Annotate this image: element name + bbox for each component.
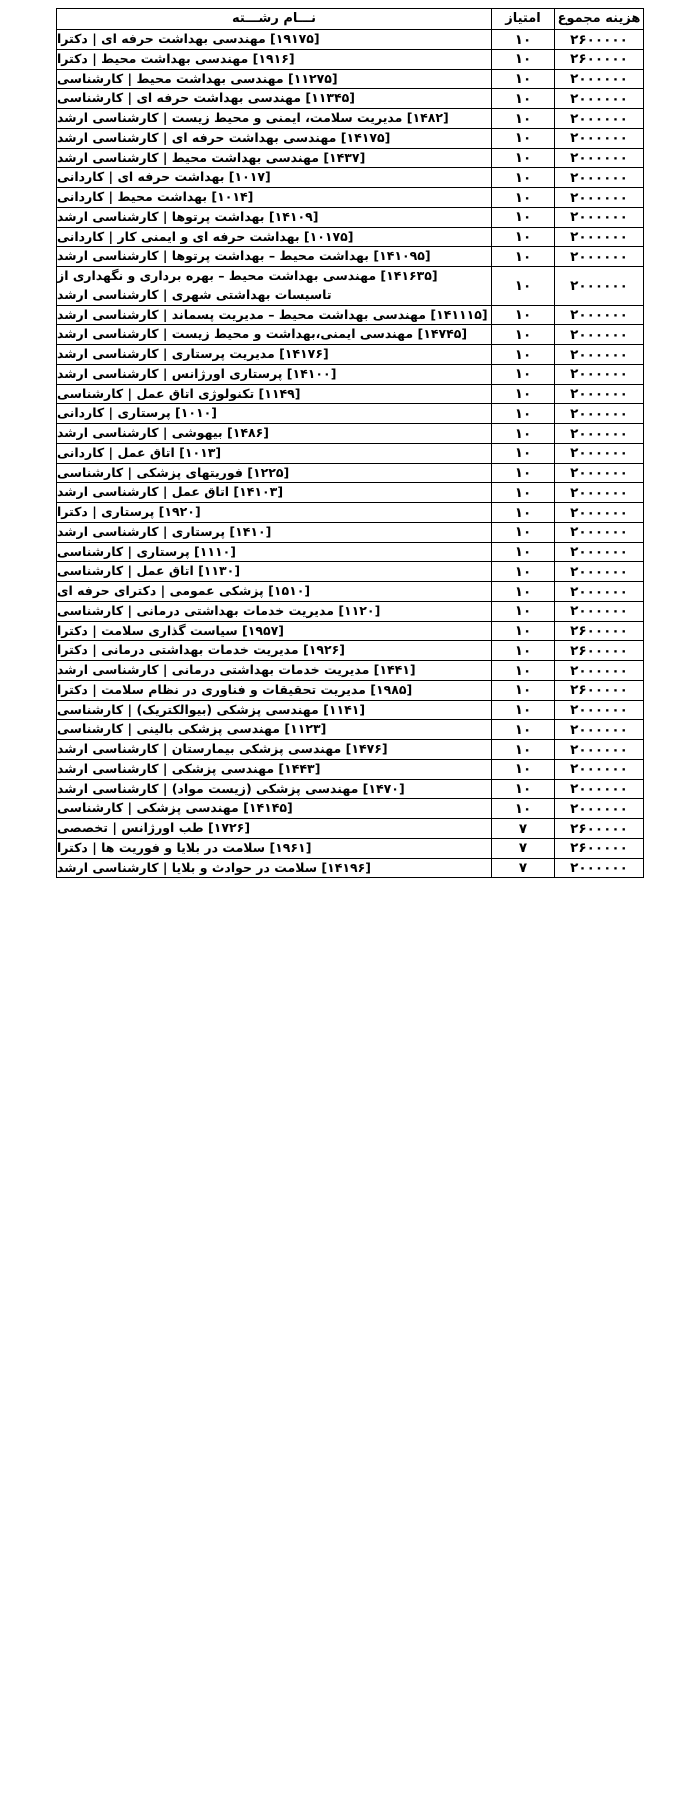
cell-cost: ۲۰۰۰۰۰۰ xyxy=(555,168,644,188)
table-row xyxy=(57,858,644,878)
table-header xyxy=(57,9,644,30)
cell-score: ۱۰ xyxy=(492,759,555,779)
cell-discipline-name: [۱۴۷۰] مهندسی پزشکی (زیست مواد) | کارشناسی ارشد xyxy=(57,779,492,799)
table-row xyxy=(57,562,644,582)
cell-discipline-name: [۱۴۳۷] مهندسی بهداشت محیط | کارشناسی ارشد xyxy=(57,148,492,168)
cell-cost: ۲۰۰۰۰۰۰ xyxy=(555,128,644,148)
table-body xyxy=(57,30,644,878)
cell-cost: ۲۰۰۰۰۰۰ xyxy=(555,148,644,168)
table-row xyxy=(57,148,644,168)
cell-cost: ۲۰۰۰۰۰۰ xyxy=(555,247,644,267)
cell-discipline-name: [۱۹۵۷] سیاست گذاری سلامت | دکترا xyxy=(57,621,492,641)
table-row xyxy=(57,207,644,227)
cell-discipline-name: [۱۴۱۰۹] بهداشت پرتوها | کارشناسی ارشد xyxy=(57,207,492,227)
cell-score: ۱۰ xyxy=(492,128,555,148)
table-row xyxy=(57,325,644,345)
cell-cost: ۲۰۰۰۰۰۰ xyxy=(555,779,644,799)
cell-discipline-name: [۱۰۱۴] بهداشت محیط | کاردانی xyxy=(57,188,492,208)
cell-score: ۱۰ xyxy=(492,227,555,247)
cell-cost: ۲۰۰۰۰۰۰ xyxy=(555,483,644,503)
table-row xyxy=(57,799,644,819)
cell-score: ۱۰ xyxy=(492,384,555,404)
table-row xyxy=(57,168,644,188)
cell-discipline-name: [۱۱۴۹] تکنولوژی اتاق عمل | کارشناسی xyxy=(57,384,492,404)
table-row xyxy=(57,345,644,365)
cell-cost: ۲۰۰۰۰۰۰ xyxy=(555,463,644,483)
cell-score: ۷ xyxy=(492,858,555,878)
table-row xyxy=(57,89,644,109)
cell-cost: ۲۰۰۰۰۰۰ xyxy=(555,601,644,621)
cell-score: ۱۰ xyxy=(492,424,555,444)
cell-discipline-name: [۱۱۳۴۵] مهندسی بهداشت حرفه ای | کارشناسی xyxy=(57,89,492,109)
cell-discipline-name: [۱۴۱۱۱۵] مهندسی بهداشت محیط – مدیریت پسماند | کارشناسی ارشد xyxy=(57,305,492,325)
cell-discipline-name: [۱۹۱۷۵] مهندسی بهداشت حرفه ای | دکترا xyxy=(57,30,492,50)
cell-score: ۱۰ xyxy=(492,779,555,799)
cell-discipline-name: [۱۵۱۰] پزشکی عمومی | دکترای حرفه ای xyxy=(57,582,492,602)
cell-cost: ۲۰۰۰۰۰۰ xyxy=(555,661,644,681)
cell-score: ۱۰ xyxy=(492,680,555,700)
table-row xyxy=(57,384,644,404)
cell-score: ۱۰ xyxy=(492,404,555,424)
cell-score: ۱۰ xyxy=(492,503,555,523)
cell-discipline-name: [۱۷۲۶] طب اورژانس | تخصصی xyxy=(57,819,492,839)
cell-score: ۱۰ xyxy=(492,325,555,345)
cell-discipline-name: [۱۴۴۳] مهندسی پزشکی | کارشناسی ارشد xyxy=(57,759,492,779)
cell-cost: ۲۶۰۰۰۰۰ xyxy=(555,838,644,858)
document-sheet xyxy=(0,0,700,888)
table-row xyxy=(57,522,644,542)
cell-cost: ۲۰۰۰۰۰۰ xyxy=(555,345,644,365)
cell-cost: ۲۰۰۰۰۰۰ xyxy=(555,858,644,878)
table-row xyxy=(57,109,644,129)
table-row xyxy=(57,582,644,602)
cell-discipline-name: [۱۴۸۶] بیهوشی | کارشناسی ارشد xyxy=(57,424,492,444)
cell-cost: ۲۰۰۰۰۰۰ xyxy=(555,364,644,384)
cell-discipline-name: [۱۹۲۶] مدیریت خدمات بهداشتی درمانی | دکترا xyxy=(57,641,492,661)
cell-discipline-name: [۱۱۲۰] مدیریت خدمات بهداشتی درمانی | کارشناسی xyxy=(57,601,492,621)
cell-score: ۱۰ xyxy=(492,562,555,582)
table-row xyxy=(57,542,644,562)
table-row xyxy=(57,424,644,444)
cell-score: ۱۰ xyxy=(492,542,555,562)
cell-discipline-name: [۱۱۳۰] اتاق عمل | کارشناسی xyxy=(57,562,492,582)
cell-score: ۱۰ xyxy=(492,582,555,602)
cell-discipline-name: [۱۴۴۱] مدیریت خدمات بهداشتی درمانی | کارشناسی ارشد xyxy=(57,661,492,681)
cell-score: ۱۰ xyxy=(492,207,555,227)
cell-cost: ۲۰۰۰۰۰۰ xyxy=(555,404,644,424)
cell-discipline-name: [۱۹۸۵] مدیریت تحقیقات و فناوری در نظام سلامت | دکترا xyxy=(57,680,492,700)
cell-score: ۱۰ xyxy=(492,148,555,168)
cell-cost: ۲۰۰۰۰۰۰ xyxy=(555,503,644,523)
cell-cost: ۲۰۰۰۰۰۰ xyxy=(555,799,644,819)
cell-score: ۱۰ xyxy=(492,601,555,621)
cell-score: ۱۰ xyxy=(492,799,555,819)
cell-cost: ۲۰۰۰۰۰۰ xyxy=(555,384,644,404)
cell-cost: ۲۰۰۰۰۰۰ xyxy=(555,759,644,779)
table-row xyxy=(57,838,644,858)
cell-discipline-name: [۱۹۶۱] سلامت در بلایا و فوریت ها | دکترا xyxy=(57,838,492,858)
table-row xyxy=(57,680,644,700)
cell-cost: ۲۰۰۰۰۰۰ xyxy=(555,69,644,89)
cell-score: ۱۰ xyxy=(492,267,555,306)
cell-discipline-name: [۱۴۱۰۹۵] بهداشت محیط – بهداشت پرتوها | کارشناسی ارشد xyxy=(57,247,492,267)
table-row xyxy=(57,720,644,740)
cell-discipline-name: [۱۴۷۶] مهندسی پزشکی بیمارستان | کارشناسی ارشد xyxy=(57,740,492,760)
table-row xyxy=(57,463,644,483)
cell-score: ۱۰ xyxy=(492,661,555,681)
header-score: امتیاز xyxy=(492,9,555,30)
cell-cost: ۲۰۰۰۰۰۰ xyxy=(555,325,644,345)
cell-score: ۱۰ xyxy=(492,109,555,129)
cell-score: ۱۰ xyxy=(492,364,555,384)
cell-discipline-name: [۱۴۱۰۳] اتاق عمل | کارشناسی ارشد xyxy=(57,483,492,503)
table-row xyxy=(57,759,644,779)
table-row xyxy=(57,661,644,681)
cell-discipline-name: [۱۰۱۷] بهداشت حرفه ای | کاردانی xyxy=(57,168,492,188)
cell-cost: ۲۰۰۰۰۰۰ xyxy=(555,700,644,720)
cell-cost: ۲۶۰۰۰۰۰ xyxy=(555,819,644,839)
cell-cost: ۲۶۰۰۰۰۰ xyxy=(555,49,644,69)
header-cost: هزینه مجموع xyxy=(555,9,644,30)
table-row xyxy=(57,69,644,89)
header-name: نـــام رشـــته xyxy=(57,9,492,30)
table-row xyxy=(57,247,644,267)
cell-discipline-name: [۱۰۱۰] پرستاری | کاردانی xyxy=(57,404,492,424)
cell-cost: ۲۰۰۰۰۰۰ xyxy=(555,740,644,760)
cell-discipline-name: [۱۰۱۷۵] بهداشت حرفه ای و ایمنی کار | کاردانی xyxy=(57,227,492,247)
cell-cost: ۲۰۰۰۰۰۰ xyxy=(555,562,644,582)
cell-score: ۷ xyxy=(492,819,555,839)
cell-cost: ۲۰۰۰۰۰۰ xyxy=(555,424,644,444)
cell-score: ۷ xyxy=(492,838,555,858)
cell-discipline-name: [۱۱۲۳] مهندسی پزشکی بالینی | کارشناسی xyxy=(57,720,492,740)
cell-score: ۱۰ xyxy=(492,483,555,503)
cell-discipline-name: [۱۱۱۰] پرستاری | کارشناسی xyxy=(57,542,492,562)
cell-score: ۱۰ xyxy=(492,720,555,740)
cell-score: ۱۰ xyxy=(492,740,555,760)
cell-score: ۱۰ xyxy=(492,69,555,89)
cell-score: ۱۰ xyxy=(492,641,555,661)
cell-discipline-name: [۱۴۱۷۵] مهندسی بهداشت حرفه ای | کارشناسی ارشد xyxy=(57,128,492,148)
table-row xyxy=(57,305,644,325)
cell-cost: ۲۰۰۰۰۰۰ xyxy=(555,720,644,740)
cell-cost: ۲۰۰۰۰۰۰ xyxy=(555,227,644,247)
cell-score: ۱۰ xyxy=(492,443,555,463)
cell-score: ۱۰ xyxy=(492,522,555,542)
table-header-row xyxy=(57,9,644,30)
cell-cost: ۲۶۰۰۰۰۰ xyxy=(555,680,644,700)
cell-discipline-name: [۱۴۱۷۶] مدیریت پرستاری | کارشناسی ارشد xyxy=(57,345,492,365)
table-row xyxy=(57,700,644,720)
table-row xyxy=(57,819,644,839)
cell-discipline-name: [۱۹۱۶] مهندسی بهداشت محیط | دکترا xyxy=(57,49,492,69)
cell-score: ۱۰ xyxy=(492,247,555,267)
table-row xyxy=(57,503,644,523)
cell-discipline-name: [۱۴۱۶۳۵] مهندسی بهداشت محیط – بهره برداری و نگهداری از تاسیسات بهداشتی شهری | کارشناسی ارشد xyxy=(57,267,492,306)
table-row xyxy=(57,443,644,463)
table-row xyxy=(57,188,644,208)
table-row xyxy=(57,641,644,661)
cell-discipline-name: [۱۴۱۹۶] سلامت در حوادث و بلایا | کارشناسی ارشد xyxy=(57,858,492,878)
cell-score: ۱۰ xyxy=(492,345,555,365)
cell-score: ۱۰ xyxy=(492,89,555,109)
cell-discipline-name: [۱۲۲۵] فوریتهای پزشکی | کارشناسی xyxy=(57,463,492,483)
cell-score: ۱۰ xyxy=(492,30,555,50)
cell-cost: ۲۰۰۰۰۰۰ xyxy=(555,542,644,562)
table-row xyxy=(57,364,644,384)
cell-cost: ۲۰۰۰۰۰۰ xyxy=(555,443,644,463)
table-row xyxy=(57,267,644,306)
table-row xyxy=(57,49,644,69)
cell-cost: ۲۶۰۰۰۰۰ xyxy=(555,641,644,661)
cell-cost: ۲۰۰۰۰۰۰ xyxy=(555,305,644,325)
cell-discipline-name: [۱۹۲۰] پرستاری | دکترا xyxy=(57,503,492,523)
cell-discipline-name: [۱۴۸۲] مدیریت سلامت، ایمنی و محیط زیست | کارشناسی ارشد xyxy=(57,109,492,129)
disciplines-table xyxy=(56,8,644,878)
table-row xyxy=(57,483,644,503)
cell-cost: ۲۰۰۰۰۰۰ xyxy=(555,207,644,227)
table-row xyxy=(57,404,644,424)
cell-discipline-name: [۱۴۱۰] پرستاری | کارشناسی ارشد xyxy=(57,522,492,542)
cell-discipline-name: [۱۰۱۳] اتاق عمل | کاردانی xyxy=(57,443,492,463)
cell-score: ۱۰ xyxy=(492,168,555,188)
table-row xyxy=(57,227,644,247)
cell-cost: ۲۰۰۰۰۰۰ xyxy=(555,267,644,306)
cell-discipline-name: [۱۴۱۰۰] پرستاری اورژانس | کارشناسی ارشد xyxy=(57,364,492,384)
cell-discipline-name: [۱۱۲۷۵] مهندسی بهداشت محیط | کارشناسی xyxy=(57,69,492,89)
cell-cost: ۲۰۰۰۰۰۰ xyxy=(555,109,644,129)
table-row xyxy=(57,601,644,621)
cell-score: ۱۰ xyxy=(492,305,555,325)
cell-cost: ۲۰۰۰۰۰۰ xyxy=(555,89,644,109)
cell-cost: ۲۰۰۰۰۰۰ xyxy=(555,188,644,208)
cell-cost: ۲۶۰۰۰۰۰ xyxy=(555,30,644,50)
cell-cost: ۲۰۰۰۰۰۰ xyxy=(555,582,644,602)
cell-score: ۱۰ xyxy=(492,49,555,69)
cell-score: ۱۰ xyxy=(492,463,555,483)
cell-discipline-name: [۱۱۴۱] مهندسی پزشکی (بیوالکتریک) | کارشناسی xyxy=(57,700,492,720)
table-row xyxy=(57,779,644,799)
cell-score: ۱۰ xyxy=(492,621,555,641)
cell-cost: ۲۰۰۰۰۰۰ xyxy=(555,522,644,542)
cell-score: ۱۰ xyxy=(492,188,555,208)
table-row xyxy=(57,621,644,641)
table-row xyxy=(57,30,644,50)
cell-cost: ۲۶۰۰۰۰۰ xyxy=(555,621,644,641)
cell-score: ۱۰ xyxy=(492,700,555,720)
table-row xyxy=(57,740,644,760)
table-row xyxy=(57,128,644,148)
cell-discipline-name: [۱۴۷۴۵] مهندسی ایمنی،بهداشت و محیط زیست | کارشناسی ارشد xyxy=(57,325,492,345)
cell-discipline-name: [۱۴۱۴۵] مهندسی پزشکی | کارشناسی xyxy=(57,799,492,819)
